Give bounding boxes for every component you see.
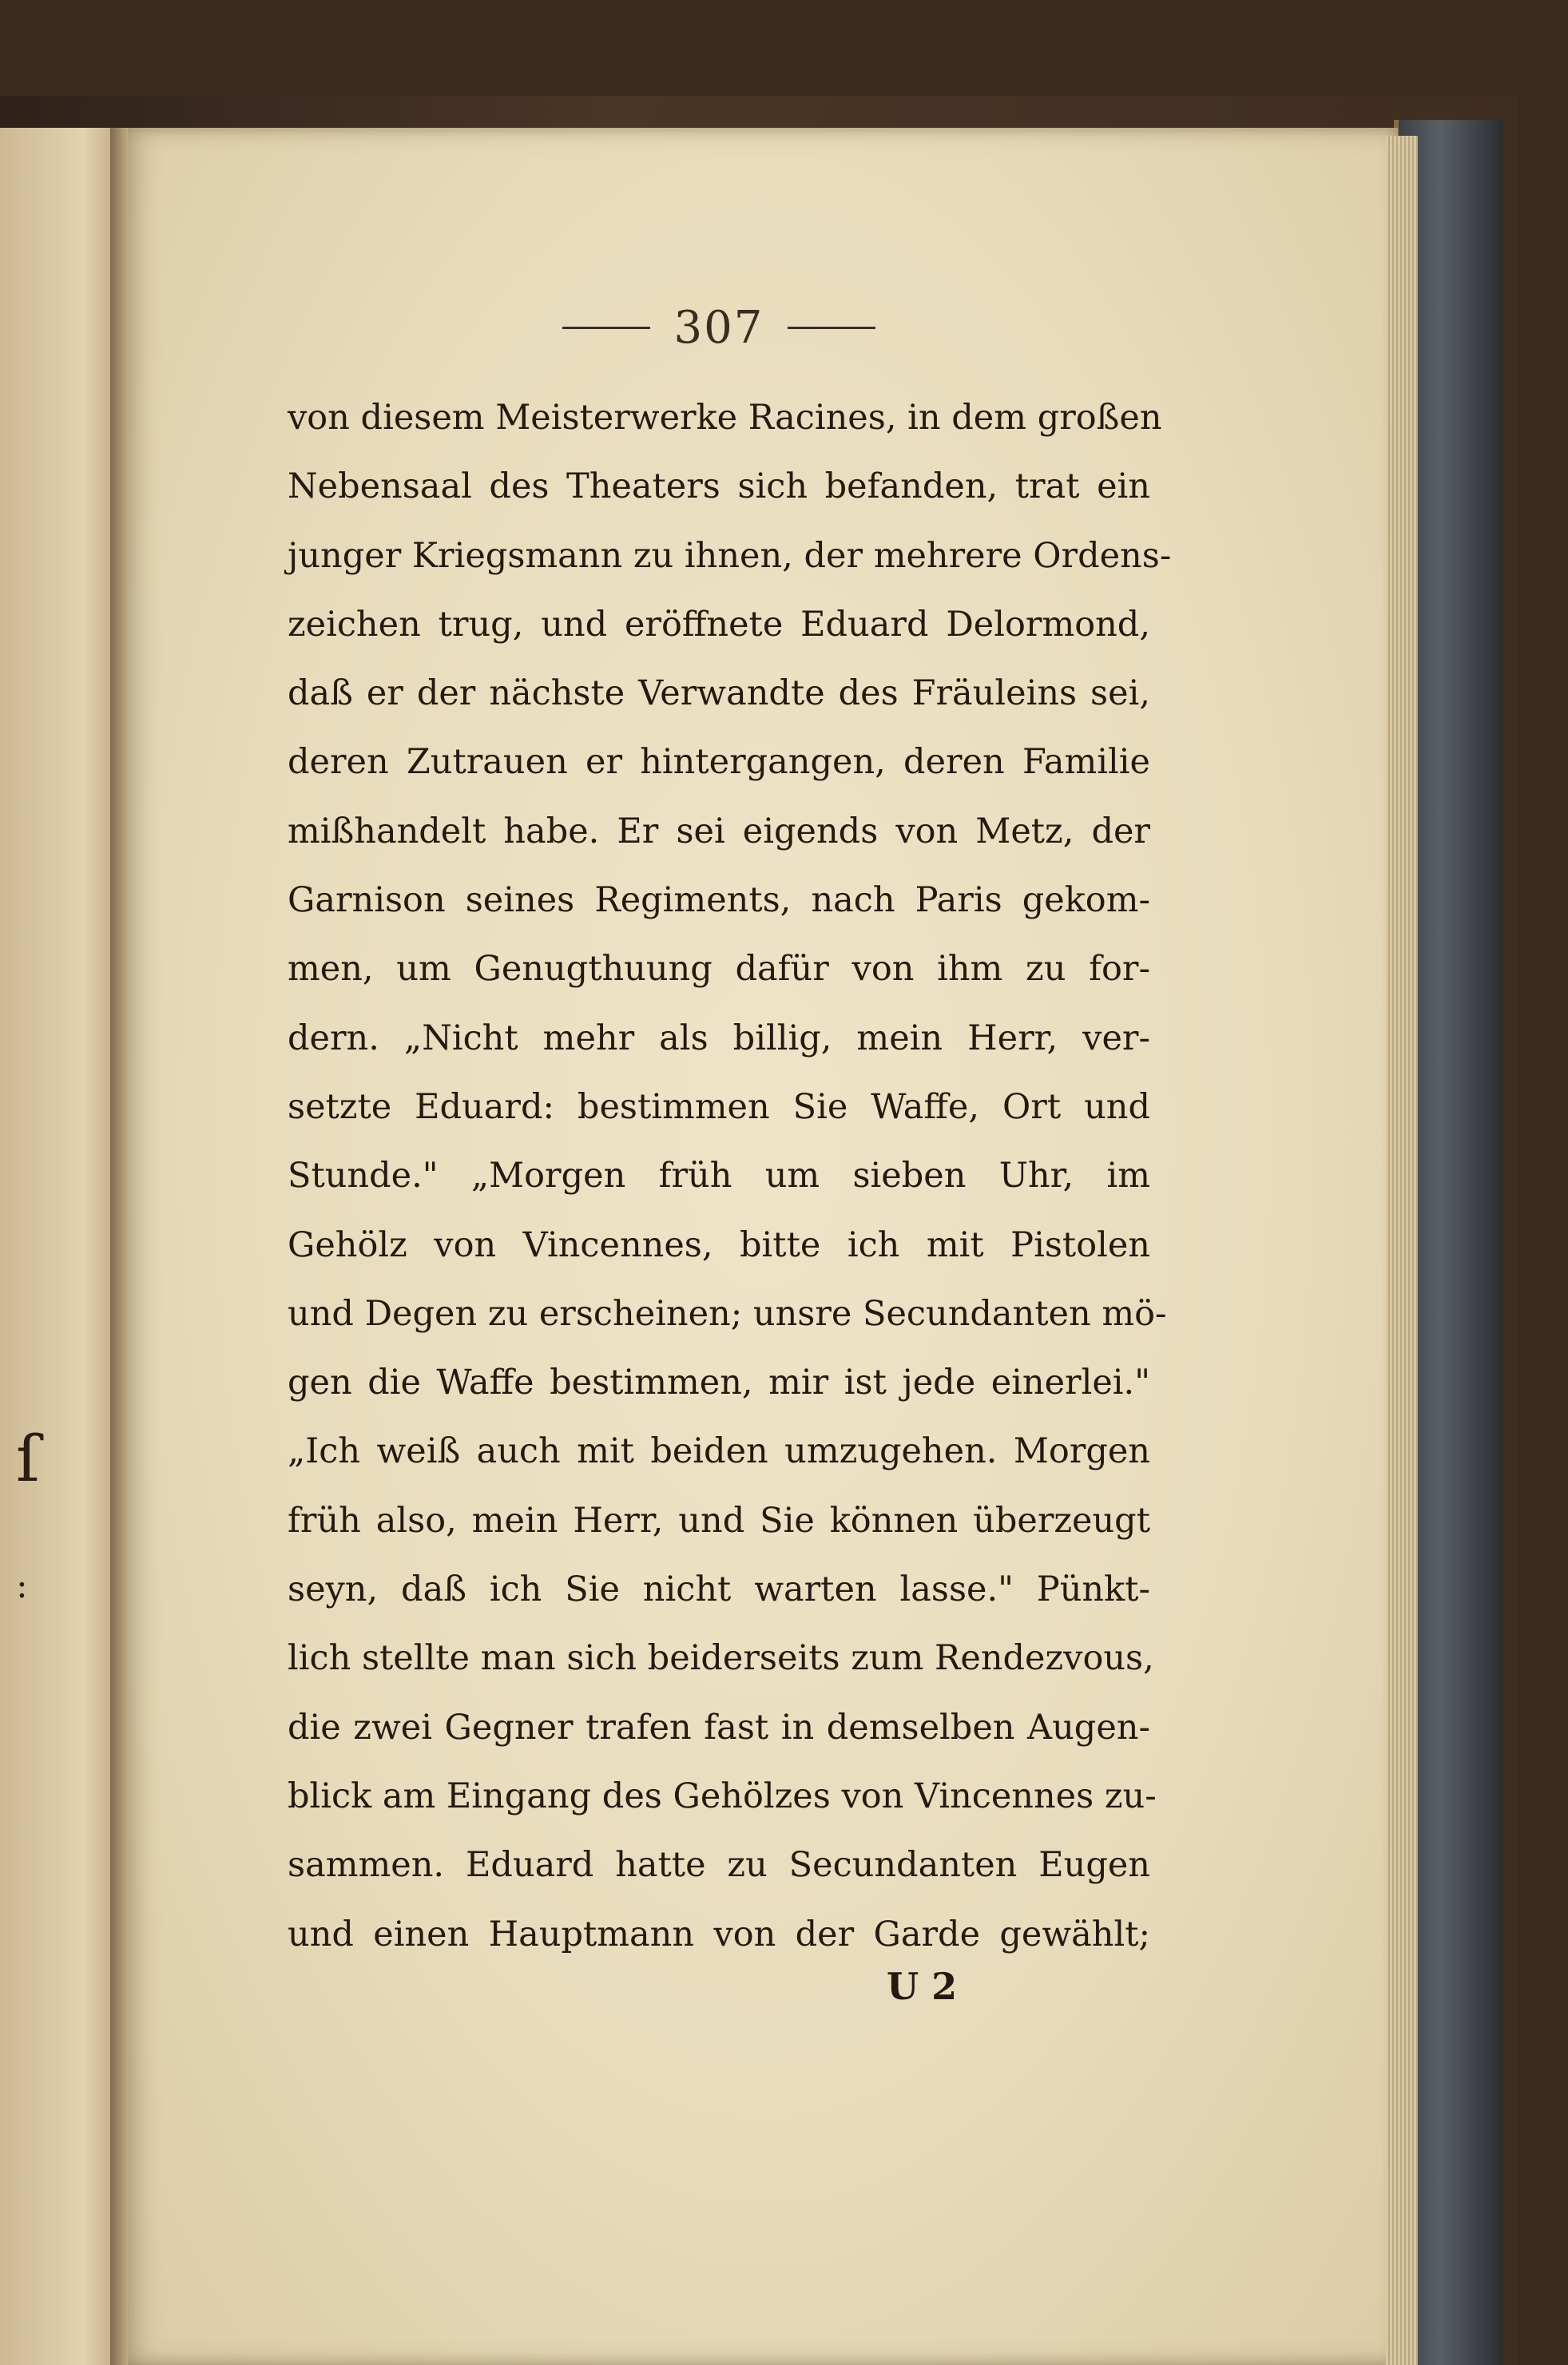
text-line: Garnison seines Regiments, nach Paris gekom- bbox=[288, 880, 1150, 921]
text-line: früh also, mein Herr, und Sie können überzeugt bbox=[288, 1500, 1150, 1541]
page-number: 307 bbox=[673, 301, 764, 354]
text-line: deren Zutrauen er hintergangen, deren Familie bbox=[288, 742, 1150, 783]
text-line: von diesem Meisterwerke Racines, in dem großen bbox=[288, 398, 1162, 438]
text-line: daß er der nächste Verwandte des Fräuleins sei, bbox=[288, 673, 1150, 714]
text-line: sammen. Eduard hatte zu Secundanten Eugen bbox=[288, 1845, 1150, 1886]
page-header bbox=[543, 296, 895, 359]
text-line: Nebensaal des Theaters sich befanden, trat ein bbox=[288, 466, 1150, 507]
page-edges bbox=[1386, 136, 1418, 2365]
text-line: gen die Waffe bestimmen, mir ist jede einerlei." bbox=[288, 1363, 1150, 1403]
text-line: „Ich weiß auch mit beiden umzugehen. Morgen bbox=[288, 1431, 1150, 1472]
text-line: junger Kriegsmann zu ihnen, der mehrere Ordens- bbox=[288, 535, 1172, 576]
text-line: und einen Hauptmann von der Garde gewählt; bbox=[288, 1914, 1150, 1954]
signature-mark: U 2 bbox=[887, 1965, 958, 2008]
left-page-mark: ſ bbox=[16, 1422, 40, 1496]
header-rule-right bbox=[788, 327, 875, 329]
text-line: dern. „Nicht mehr als billig, mein Herr, ver- bbox=[288, 1018, 1150, 1058]
text-line: lich stellte man sich beiderseits zum Rendezvous, bbox=[288, 1638, 1154, 1679]
text-line: zeichen trug, und eröffnete Eduard Delormond, bbox=[288, 604, 1150, 645]
text-line: seyn, daß ich Sie nicht warten lasse." Pünkt- bbox=[288, 1569, 1150, 1610]
previous-page-sliver bbox=[0, 128, 120, 2365]
header-rule-left bbox=[562, 327, 650, 329]
text-line: und Degen zu erscheinen; unsre Secundanten mö- bbox=[288, 1293, 1167, 1334]
text-line: men, um Genugthuung dafür von ihm zu for- bbox=[288, 949, 1150, 990]
text-line: Gehölz von Vincennes, bitte ich mit Pistolen bbox=[288, 1224, 1150, 1265]
text-line: setzte Eduard: bestimmen Sie Waffe, Ort und bbox=[288, 1086, 1150, 1127]
text-line: die zwei Gegner trafen fast in demselben Augen- bbox=[288, 1707, 1150, 1748]
text-line: Stunde." „Morgen früh um sieben Uhr, im bbox=[288, 1156, 1150, 1196]
left-page-mark: : bbox=[16, 1565, 28, 1606]
text-line: mißhandelt habe. Er sei eigends von Metz, der bbox=[288, 811, 1150, 851]
body-text bbox=[288, 383, 1172, 1969]
text-line: blick am Eingang des Gehölzes von Vincennes zu- bbox=[288, 1776, 1157, 1816]
